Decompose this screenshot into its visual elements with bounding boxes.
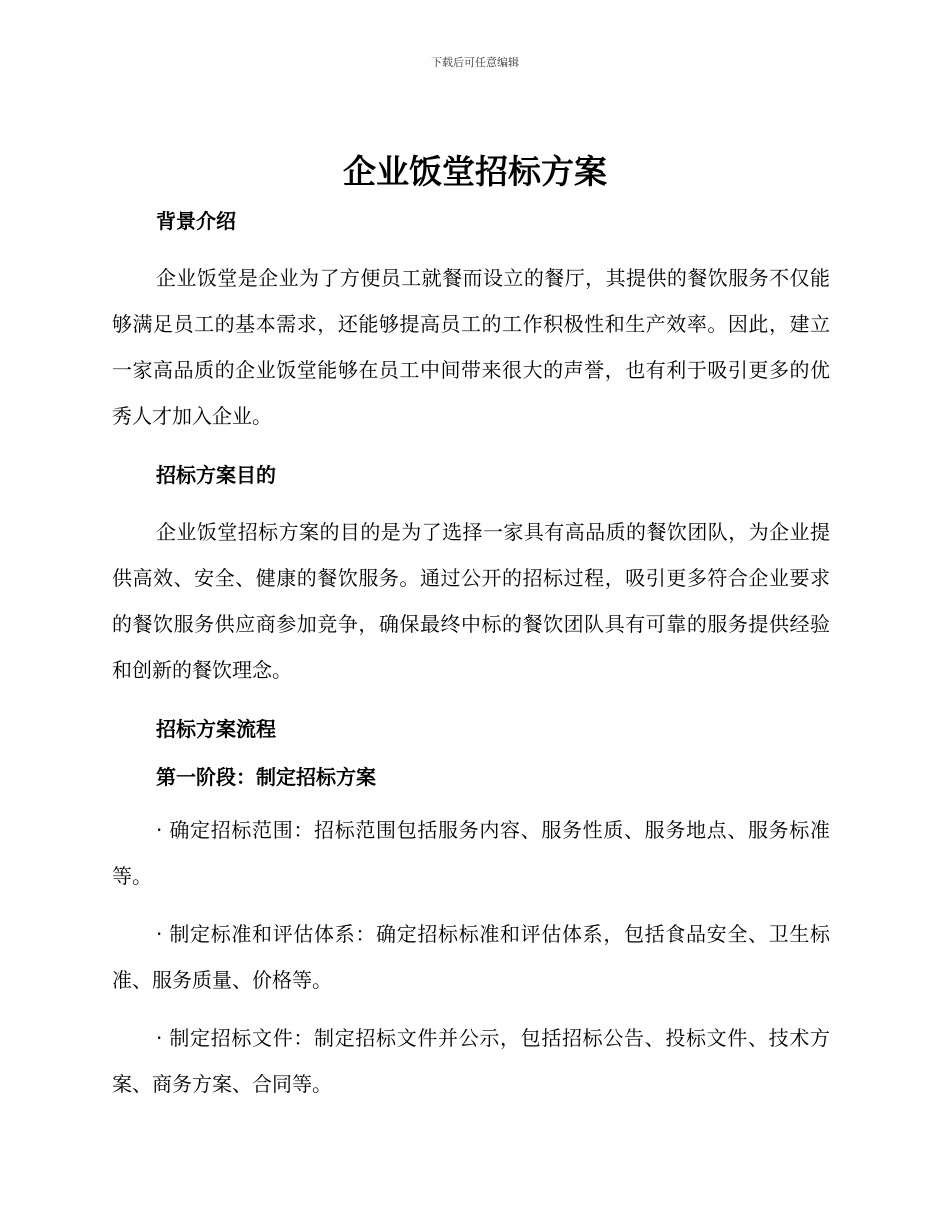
section-heading-process: 招标方案流程 bbox=[156, 717, 276, 741]
section-text-background: 企业饭堂是企业为了方便员工就餐而设立的餐厅，其提供的餐饮服务不仅能够满足员工的基本需求，还能够提高员工的工作积极性和生产效率。因此，建立一家高品质的企业饭堂能够在员工中间带来很大的声誉，也有利于吸引更多的优秀人才加入企业。 bbox=[112, 266, 830, 428]
list-item: · 制定标准和评估体系：确定招标标准和评估体系，包括食品安全、卫生标准、服务质量、价格等。 bbox=[112, 922, 830, 992]
document-title: 企业饭堂招标方案 bbox=[343, 152, 607, 191]
section-heading-purpose: 招标方案目的 bbox=[156, 463, 276, 487]
section-text-purpose: 企业饭堂招标方案的目的是为了选择一家具有高品质的餐饮团队，为企业提供高效、安全、健康的餐饮服务。通过公开的招标过程，吸引更多符合企业要求的餐饮服务供应商参加竞争，确保最终中标的餐饮团队具有可靠的服务提供经验和创新的餐饮理念。 bbox=[112, 520, 830, 682]
list-item: · 制定招标文件：制定招标文件并公示，包括招标公告、投标文件、技术方案、商务方案、合同等。 bbox=[112, 1026, 830, 1096]
list-item: · 确定招标范围：招标范围包括服务内容、服务性质、服务地点、服务标准等。 bbox=[112, 818, 830, 888]
phase-heading: 第一阶段：制定招标方案 bbox=[156, 765, 376, 789]
section-heading-background: 背景介绍 bbox=[156, 209, 236, 233]
document-body bbox=[112, 203, 830, 1107]
page-header-note: 下载后可任意编辑 bbox=[431, 56, 519, 69]
